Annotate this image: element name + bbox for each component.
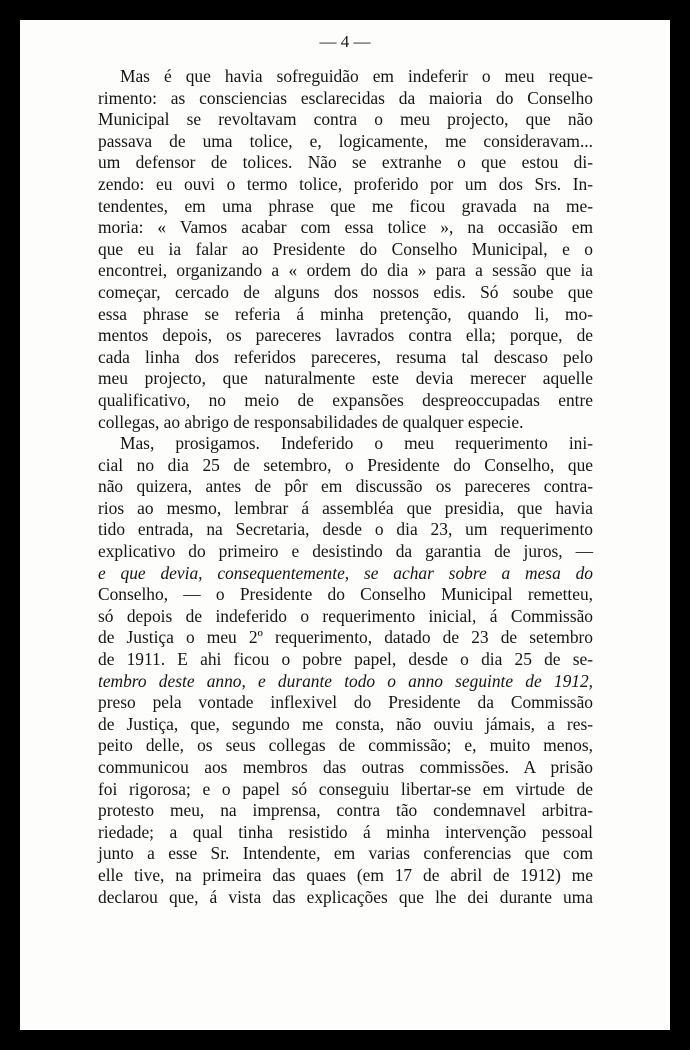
- text-line: tembro deste anno, e durante todo o anno seguinte de 1912,: [98, 670, 593, 691]
- text-line: protesto meu, na imprensa, contra tão condemnavel arbitra-: [98, 800, 593, 821]
- text-line: rios ao mesmo, lembrar á assembléa que presidia, que havia: [98, 497, 593, 518]
- document-page: [20, 20, 670, 1030]
- text-line: tendentes, em uma phrase que me ficou gravada na me-: [98, 195, 593, 216]
- text-line: essa phrase se referia á minha pretenção, quando li, mo-: [98, 303, 593, 324]
- text-line: encontrei, organizando a « ordem do dia » para a sessão que ia: [98, 260, 593, 281]
- text-line: e que devia, consequentemente, se achar sobre a mesa do: [98, 562, 593, 583]
- text-line: foi rigorosa; e o papel só conseguiu libertar-se em virtude de: [98, 778, 593, 799]
- page-number: — 4 —: [319, 32, 371, 51]
- text-line: começar, cercado de alguns dos nossos edis. Só soube que: [98, 281, 593, 302]
- text-line: riedade; a qual tinha resistido á minha intervenção pessoal: [98, 821, 593, 842]
- body-text: [98, 66, 593, 908]
- text-line: de 1911. E ahi ficou o pobre papel, desde o dia 25 de se-: [98, 649, 593, 670]
- text-line: communicou aos membros das outras commissões. A prisão: [98, 757, 593, 777]
- text-line: de Justiça o meu 2º requerimento, datado de 23 de setembro: [98, 627, 593, 648]
- text-line: moria: « Vamos acabar com essa tolice », na occasião em: [98, 217, 593, 238]
- text-line: junto a esse Sr. Intendente, em varias conferencias que com: [98, 843, 593, 864]
- text-line: que eu ia falar ao Presidente do Conselho Municipal, e o: [98, 238, 593, 259]
- text-line: não quizera, antes de pôr em discussão os pareceres contra-: [98, 476, 593, 497]
- text-line: um defensor de tolices. Não se extranhe o que estou di-: [98, 152, 593, 173]
- text-line: passava de uma tolice, e, logicamente, me consideravam...: [98, 130, 593, 151]
- text-line: rimento: as consciencias esclarecidas da maioria do Conselho: [98, 87, 593, 108]
- text-line: explicativo do primeiro e desistindo da garantia de juros, —: [98, 541, 593, 562]
- text-line: collegas, ao abrigo de responsabilidades de qualquer especie.: [98, 411, 524, 432]
- text-line: peito delle, os seus collegas de commissão; e, muito menos,: [98, 735, 593, 756]
- text-line: tido entrada, na Secretaria, desde o dia 23, um requerimento: [98, 519, 593, 540]
- text-line: Conselho, — o Presidente do Conselho Municipal remetteu,: [98, 584, 593, 605]
- text-line: elle tive, na primeira das quaes (em 17 de abril de 1912) me: [98, 864, 593, 885]
- text-line: declarou que, á vista das explicações que lhe dei durante uma: [98, 886, 593, 907]
- text-line: preso pela vontade inflexivel do Presidente da Commissão: [98, 692, 593, 713]
- text-line: zendo: eu ouvi o termo tolice, proferido por um dos Srs. In-: [98, 173, 593, 194]
- text-line: Mas, prosigamos. Indeferido o meu requerimento ini-: [120, 433, 593, 454]
- text-line: cial no dia 25 de setembro, o Presidente do Conselho, que: [98, 454, 593, 475]
- text-line: de Justiça, que, segundo me consta, não ouviu jámais, a res-: [98, 713, 593, 734]
- text-line: Mas é que havia sofreguidão em indeferir o meu reque-: [120, 66, 593, 86]
- text-line: qualificativo, no meio de expansões despreoccupadas entre: [98, 389, 593, 410]
- text-line: só depois de indeferido o requerimento inicial, á Commissão: [98, 605, 593, 626]
- text-line: Municipal se revoltavam contra o meu projecto, que não: [98, 109, 593, 130]
- text-line: mentos depois, os pareceres lavrados contra ella; porque, de: [98, 325, 593, 346]
- text-line: cada linha dos referidos pareceres, resuma tal descaso pelo: [98, 346, 593, 367]
- text-line: meu projecto, que naturalmente este devia merecer aquelle: [98, 368, 593, 389]
